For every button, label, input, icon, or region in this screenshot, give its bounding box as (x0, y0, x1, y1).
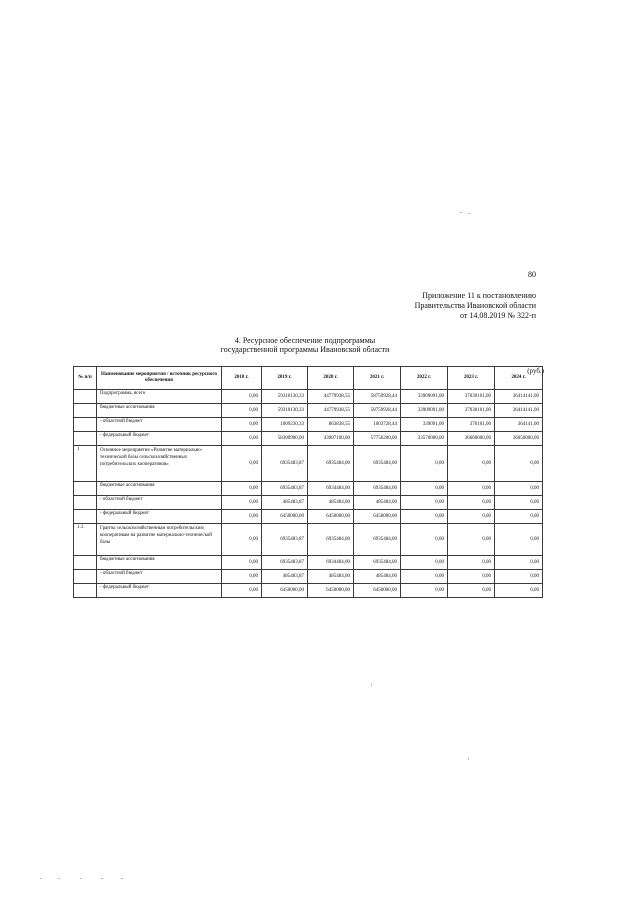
scan-speck (80, 878, 82, 879)
value-2020: 6934484,00 (308, 482, 354, 496)
table-row (74, 510, 543, 524)
row-name: - федеральный бюджет (97, 584, 222, 598)
table-row (74, 390, 543, 404)
resource-table-wrapper (73, 366, 542, 598)
value-2024: 36414141,00 (495, 404, 543, 418)
value-2021: 6935484,00 (354, 524, 401, 556)
scan-speck (101, 878, 103, 879)
value-2024: 0,00 (495, 496, 543, 510)
scan-speck (121, 878, 123, 879)
value-2022: 0,00 (401, 510, 448, 524)
value-2024: 0,00 (495, 524, 543, 556)
table-row (74, 404, 543, 418)
value-2023: 0,00 (448, 556, 495, 570)
value-2021: 485484,00 (354, 570, 401, 584)
row-index (74, 510, 97, 524)
appendix-line-2: Правительства Ивановской области (414, 301, 536, 310)
row-index (74, 496, 97, 510)
row-index: 1 (74, 446, 97, 482)
header-2022: 2022 г. (401, 367, 448, 390)
table-row (74, 446, 543, 482)
value-2021: 6935484,00 (354, 446, 401, 482)
section-title (170, 336, 440, 354)
value-2024: 36414141,00 (495, 390, 543, 404)
table-row (74, 584, 543, 598)
row-index (74, 482, 97, 496)
value-2023: 370101,00 (448, 418, 495, 432)
row-name: Основное мероприятие «Развитие материально-технической базы сельскохозяйственных потребительских кооперативов» (97, 446, 222, 482)
value-2021: 57756200,00 (354, 432, 401, 446)
row-name: - федеральный бюджет (97, 510, 222, 524)
value-2018: 0,00 (222, 446, 262, 482)
header-2024: 2024 г. (495, 367, 543, 390)
row-name: Подпрограмма, всего (97, 390, 222, 404)
value-2020: 6934484,00 (308, 556, 354, 570)
row-name: Гранты сельскохозяйственным потребительским кооперативам на развитие материально-технической базы (97, 524, 222, 556)
value-2024: 0,00 (495, 510, 543, 524)
scan-speck (460, 212, 462, 213)
value-2018: 0,00 (222, 496, 262, 510)
scan-speck (468, 213, 470, 214)
row-index (74, 404, 97, 418)
header-number: № п/п (74, 367, 97, 390)
row-name: бюджетные ассигнования (97, 556, 222, 570)
row-name: бюджетные ассигнования (97, 482, 222, 496)
scan-speck (371, 684, 372, 686)
value-2019: 58300900,00 (262, 432, 308, 446)
value-2020: 485484,00 (308, 570, 354, 584)
value-2019: 6935483,87 (262, 482, 308, 496)
value-2022: 0,00 (401, 496, 448, 510)
value-2021: 485484,00 (354, 496, 401, 510)
value-2022: 0,00 (401, 584, 448, 598)
value-2023: 0,00 (448, 570, 495, 584)
header-2018: 2018 г. (222, 367, 262, 390)
row-index (74, 570, 97, 584)
header-name: Наименование мероприятия / источник ресурсного обеспечения (97, 367, 222, 390)
value-2020: 485484,00 (308, 496, 354, 510)
row-index (74, 418, 97, 432)
table-row (74, 482, 543, 496)
value-2020: 43907100,00 (308, 432, 354, 446)
value-2019: 6450000,00 (262, 510, 308, 524)
table-row (74, 432, 543, 446)
value-2022: 33909091,00 (401, 404, 448, 418)
appendix-block (276, 291, 536, 321)
row-index: 1.1. (74, 524, 97, 556)
value-2023: 0,00 (448, 446, 495, 482)
value-2018: 0,00 (222, 584, 262, 598)
value-2019: 1009230,33 (262, 418, 308, 432)
value-2024: 364141,00 (495, 418, 543, 432)
value-2023: 37030101,00 (448, 390, 495, 404)
unit-label: (руб.) (527, 367, 544, 375)
value-2021: 1003728,44 (354, 418, 401, 432)
header-2023: 2023 г. (448, 367, 495, 390)
value-2022: 0,00 (401, 446, 448, 482)
table-row (74, 570, 543, 584)
value-2024: 0,00 (495, 482, 543, 496)
value-2020: 6450000,00 (308, 584, 354, 598)
table-row (74, 418, 543, 432)
value-2024: 0,00 (495, 446, 543, 482)
row-name: - областной бюджет (97, 496, 222, 510)
table-row (74, 524, 543, 556)
value-2020: 863838,55 (308, 418, 354, 432)
page-number: 80 (528, 270, 536, 279)
row-index (74, 556, 97, 570)
value-2024: 0,00 (495, 570, 543, 584)
header-2021: 2021 г. (354, 367, 401, 390)
value-2021: 58759928,44 (354, 404, 401, 418)
appendix-line-3: от 14.08.2019 № 322-п (460, 311, 536, 320)
value-2023: 0,00 (448, 524, 495, 556)
table-row (74, 496, 543, 510)
section-title-line-2: государственной программы Ивановской области (220, 345, 390, 354)
value-2023: 36660000,00 (448, 432, 495, 446)
value-2018: 0,00 (222, 482, 262, 496)
value-2018: 0,00 (222, 418, 262, 432)
scan-speck (58, 878, 60, 879)
value-2024: 36050000,00 (495, 432, 543, 446)
value-2022: 33909091,00 (401, 390, 448, 404)
value-2023: 0,00 (448, 496, 495, 510)
value-2022: 339091,00 (401, 418, 448, 432)
table-row (74, 556, 543, 570)
value-2022: 0,00 (401, 556, 448, 570)
value-2018: 0,00 (222, 524, 262, 556)
value-2023: 0,00 (448, 584, 495, 598)
value-2019: 6935483,87 (262, 524, 308, 556)
value-2024: 0,00 (495, 556, 543, 570)
row-index (74, 390, 97, 404)
value-2019: 6935483,87 (262, 446, 308, 482)
value-2023: 0,00 (448, 510, 495, 524)
value-2018: 0,00 (222, 390, 262, 404)
value-2021: 58759928,44 (354, 390, 401, 404)
value-2019: 59310130,33 (262, 390, 308, 404)
value-2018: 0,00 (222, 556, 262, 570)
value-2021: 6450000,00 (354, 584, 401, 598)
value-2022: 33570000,00 (401, 432, 448, 446)
value-2019: 6450000,00 (262, 584, 308, 598)
row-name: - областной бюджет (97, 570, 222, 584)
row-name: - областной бюджет (97, 418, 222, 432)
row-name: бюджетные ассигнования (97, 404, 222, 418)
value-2020: 6935484,00 (308, 446, 354, 482)
row-name: - федеральный бюджет (97, 432, 222, 446)
value-2018: 0,00 (222, 432, 262, 446)
value-2020: 44779938,55 (308, 390, 354, 404)
value-2021: 6450000,00 (354, 510, 401, 524)
value-2019: 59310130,33 (262, 404, 308, 418)
value-2023: 0,00 (448, 482, 495, 496)
value-2019: 6935483,87 (262, 556, 308, 570)
value-2023: 37030101,00 (448, 404, 495, 418)
section-title-line-1: 4. Ресурсное обеспечение подпрограммы (234, 336, 376, 345)
scan-speck (40, 878, 42, 879)
value-2020: 44779938,55 (308, 404, 354, 418)
value-2022: 0,00 (401, 482, 448, 496)
row-index (74, 432, 97, 446)
appendix-line-1: Приложение 11 к постановлению (422, 291, 536, 300)
value-2021: 6935484,00 (354, 482, 401, 496)
header-2020: 2020 г. (308, 367, 354, 390)
header-2019: 2019 г. (262, 367, 308, 390)
value-2019: 485483,87 (262, 570, 308, 584)
value-2019: 485483,87 (262, 496, 308, 510)
value-2024: 0,00 (495, 584, 543, 598)
value-2020: 6450000,00 (308, 510, 354, 524)
value-2018: 0,00 (222, 510, 262, 524)
row-index (74, 584, 97, 598)
table-header-row (74, 367, 543, 390)
value-2022: 0,00 (401, 524, 448, 556)
value-2018: 0,00 (222, 404, 262, 418)
scan-speck (468, 758, 469, 760)
resource-table (73, 366, 543, 598)
value-2018: 0,00 (222, 570, 262, 584)
value-2022: 0,00 (401, 570, 448, 584)
value-2021: 6935484,00 (354, 556, 401, 570)
value-2020: 6935484,00 (308, 524, 354, 556)
